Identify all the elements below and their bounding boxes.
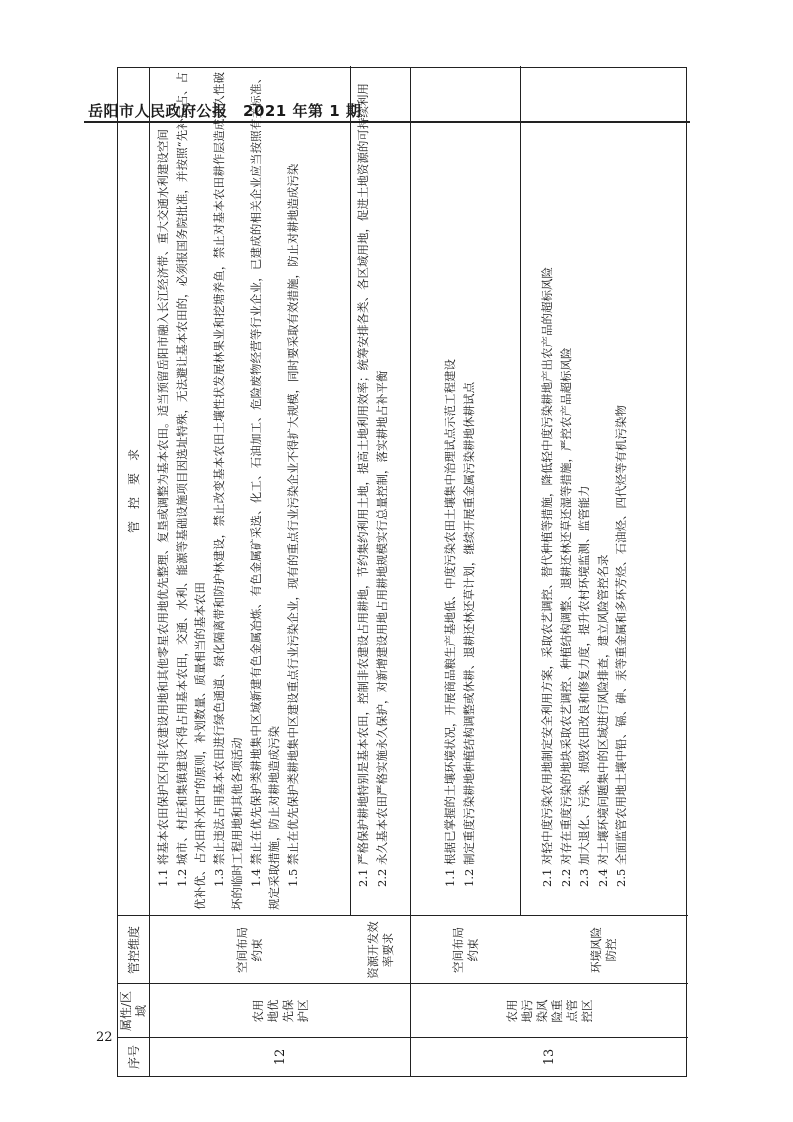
row-12-attr: 农用地优先保护区 [250, 999, 310, 1023]
header-requirements: 管 控 要 求 [126, 449, 141, 534]
row-12-seq: 12 [273, 1048, 288, 1066]
requirement-item: 2.2 永久基本农田严格实施永久保护，对新增建设用地占用耕地规模实行总量控制，落实耕地占补平衡 [374, 370, 389, 887]
requirement-item: 1.4 禁止在优先保护类耕地集中区域新建有色金属冶炼、有色金属矿采选、化工、石油加工、危险废物经营等行业企业，已建成的相关企业应当按照有关标准、规定采取措施，防止对耕地造成污染 [248, 72, 281, 910]
requirement-item: 1.2 制定重度污染耕地种植结构调整或休耕、退耕还林还草计划，继续开展重金属污染耕地休耕试点 [461, 382, 476, 887]
row-12-spatial-requirements [150, 66, 350, 916]
row-12-resource-requirements [350, 66, 411, 916]
requirement-item: 2.4 对土壤环境问题集中的区域进行风险排查，建立风险管控名录 [595, 554, 610, 887]
requirement-item: 1.1 将基本农田保护区内非农建设用地和其他零星农用地优先整理、复垦或调整为基本农田。适当预留岳阳市融入长江经济带、重大交通水利建设空间 [156, 129, 170, 887]
requirement-item: 1.3 禁止违法占用基本农田进行绿色通道、绿化隔离带和防护林建设，禁止改变基本农田土壤性状发展林果业和挖塘养鱼，禁止对基本农田耕作层造成永久性破坏的临时工程用地和其他各项活动 [211, 72, 244, 910]
requirement-item: 2.5 全面监管农用地土壤中铅、镉、砷、汞等重金属和多环芳烃、石油烃、四代烃等有机污染物 [614, 405, 628, 887]
row-13-spatial-requirements [411, 66, 520, 916]
row-13-seq: 13 [542, 1048, 557, 1066]
page-number: 22 [96, 1030, 113, 1045]
requirement-item: 2.1 对轻中度污染农用地制定安全利用方案，采取农艺调控、替代种植等措施，降低轻中度污染耕地产出农产品的超标风险 [540, 267, 554, 887]
requirement-item: 1.2 城市、村庄和集镇建设不得占用基本农田，交通、水利、能源等基础设施项目因选址特殊，无法避让基本农田的，必须报国务院批准，并按照“先补后占、占优补优、占水田补水田”的原则，补划数量、质量相当的基本农田 [174, 72, 207, 910]
requirement-item: 1.1 根据已掌握的土壤环境状况，开展商品粮生产基地低、中度污染农田土壤集中治理试点示范工程建设 [443, 359, 457, 887]
header-dimension: 管控维度 [126, 926, 141, 975]
row-13-attr: 农用地污染风险重点管控区 [504, 999, 594, 1023]
row-12-resource-dimension: 资源开发效率要求 [365, 921, 395, 979]
requirement-item: 2.1 严格保护耕地特别是基本农田，控制非农建设占用耕地，节约集约利用土地，提高土地利用效率；统筹安排各类、各区域用地，促进土地资源的可持续利用 [356, 83, 370, 887]
row-13-risk-dimension: 环境风险防控 [589, 927, 618, 973]
requirement-item: 1.5 禁止在优先保护类耕地集中区建设重点行业污染企业，现有的重点行业污染企业不得扩大规模，同时要采取有效措施，防止对耕地造成污染 [285, 163, 300, 887]
control-requirements-table [117, 67, 687, 1077]
header-seq: 序号 [126, 1045, 141, 1070]
row-13-risk-requirements [520, 66, 688, 916]
running-header: 岳阳市人民政府公报 2021 年第 1 期 [88, 102, 362, 120]
requirement-item: 2.2 对存在重度污染的地块采取农艺调控、种植结构调整、退耕还林还草还湿等措施，严控农产品超标风险 [558, 347, 573, 887]
row-12-spatial-dimension: 空间布局约束 [235, 927, 264, 973]
header-attr: 属性/区域 [119, 990, 148, 1032]
requirement-item: 2.3 加大退化、污染、损毁农田改良和修复力度，提升农村环境监测、监管能力 [577, 485, 591, 887]
row-13-spatial-dimension: 空间布局约束 [450, 927, 480, 973]
